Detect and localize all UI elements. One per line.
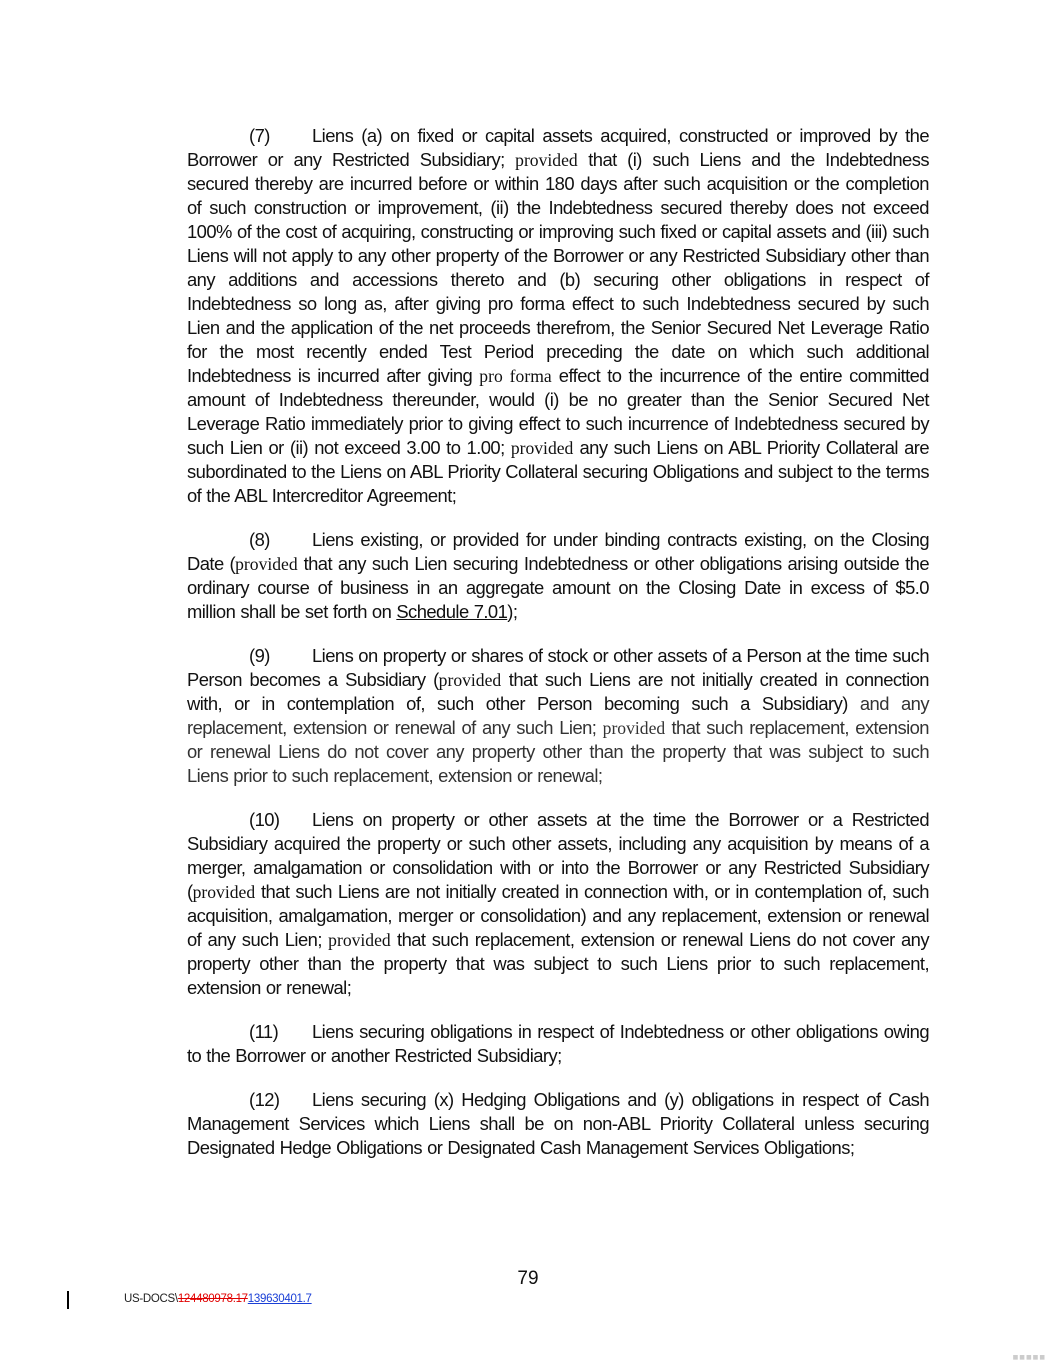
clause-text: Liens (a) on fixed or capital assets acquired, constructed or improved by the Borrower or any Restricted Subsidiary; bbox=[187, 125, 929, 170]
clause-text: and any replacement, extension or renewal of any such Lien; bbox=[187, 693, 929, 738]
doc-id-prefix: US-DOCS\ bbox=[124, 1293, 178, 1305]
italic-term: pro forma bbox=[479, 366, 552, 386]
clause-number: (8) bbox=[249, 529, 270, 550]
clause-text: any such Liens on ABL Priority Collateral are subordinated to the Liens on ABL Priority Collateral securing Obligations and subject to the terms of the ABL Intercreditor Agreement; bbox=[187, 437, 929, 506]
document-id bbox=[124, 1293, 312, 1305]
clause-text: that (i) such Liens and the Indebtedness secured thereby are incurred before or within 180 days after such acquisition or the completion of such construction or improvement, (ii) the Indebtedness secured thereby does not exceed 100% of the cost of acquiring, constructing or improving such fixed or capital assets and (iii) such Liens will not apply to any other property of the Borrower or any Restricted Subsidiary other than any additions and accessions thereto and (b) securing other obligations in respect of Indebtedness so long as, after giving pro forma effect to such Indebtedness secured by such Lien and the application of the net proceeds therefrom, the Senior Secured Net Leverage Ratio for the most recently ended Test Period preceding the date on which such additional Indebtedness is incurred after giving bbox=[187, 149, 929, 386]
italic-term: provided bbox=[328, 930, 391, 950]
clause-text: Liens existing, or provided for under binding contracts existing, on the Closing Date ( bbox=[187, 529, 929, 574]
italic-term: provided bbox=[235, 554, 298, 574]
schedule-reference: Schedule 7.01 bbox=[396, 601, 508, 622]
page-number: 79 bbox=[517, 1268, 539, 1289]
clause-number: (10) bbox=[249, 809, 280, 830]
clause-text: Liens on property or shares of stock or other assets of a Person at the time such Person becomes a Subsidiary ( bbox=[187, 645, 929, 690]
clause-text: that such Liens are not initially created in connection with, or in contemplation of, such other Person becoming such a Subsidiary) bbox=[187, 669, 929, 714]
italic-term: provided bbox=[192, 882, 256, 902]
clause-text: that such replacement, extension or renewal Liens do not cover any property other than the property that was subject to such Liens prior to such replacement, extension or renewal; bbox=[187, 929, 929, 998]
clause-text: that such Liens are not initially created in connection with, or in contemplation of, such acquisition, amalgamation, merger or consolidation) and any replacement, extension or renewal of any such Lien; bbox=[187, 881, 929, 950]
italic-term: provided bbox=[510, 438, 574, 458]
italic-term: provided bbox=[438, 670, 502, 690]
clause-paragraph bbox=[187, 808, 929, 1000]
clause-paragraph bbox=[187, 644, 929, 788]
italic-term: provided bbox=[515, 150, 578, 170]
clause-number: (11) bbox=[249, 1021, 279, 1042]
clause-paragraph bbox=[187, 1088, 929, 1160]
document-body bbox=[187, 124, 929, 1180]
italic-term: provided bbox=[602, 718, 666, 738]
clause-number: (7) bbox=[249, 125, 270, 146]
change-bar bbox=[67, 1291, 69, 1309]
clause-text: Liens on property or other assets at the time the Borrower or a Restricted Subsidiary acquired the property or such other assets, including any acquisition by means of a merger, amalgamation or consolidation with or into the Borrower or any Restricted Subsidiary ( bbox=[187, 809, 929, 902]
clause-paragraph bbox=[187, 1020, 929, 1068]
clause-text: Liens securing (x) Hedging Obligations and (y) obligations in respect of Cash Management Services which Liens shall be on non-ABL Priority Collateral unless securing Designated Hedge Obligations or Designated Cash Management Services Obligations; bbox=[187, 1089, 929, 1158]
doc-id-deleted: 124480978.17 bbox=[177, 1293, 248, 1305]
clause-paragraph bbox=[187, 124, 929, 508]
corner-marks: ■■■■■ bbox=[1012, 1354, 1046, 1361]
clause-text: Liens securing obligations in respect of Indebtedness or other obligations owing to the Borrower or another Restricted Subsidiary; bbox=[187, 1021, 929, 1066]
clause-text: that such replacement, extension or renewal Liens do not cover any property other than the property that was subject to such Liens prior to such replacement, extension or renewal; bbox=[187, 717, 929, 786]
clause-number: (12) bbox=[249, 1089, 280, 1110]
clause-text: ); bbox=[507, 601, 518, 622]
clause-paragraph bbox=[187, 528, 929, 624]
clause-text: effect to the incurrence of the entire committed amount of Indebtedness thereunder, would (i) be no greater than the Senior Secured Net Leverage Ratio immediately prior to giving effect to such incurrence of Indebtedness secured by such Lien or (ii) not exceed 3.00 to 1.00; bbox=[187, 365, 929, 458]
doc-id-inserted: 139630401.7 bbox=[247, 1293, 312, 1305]
clause-number: (9) bbox=[249, 645, 270, 666]
clause-text: that any such Lien securing Indebtedness or other obligations arising outside the ordinary course of business in an aggregate amount on the Closing Date in excess of $5.0 million shall be set forth on bbox=[187, 553, 930, 622]
